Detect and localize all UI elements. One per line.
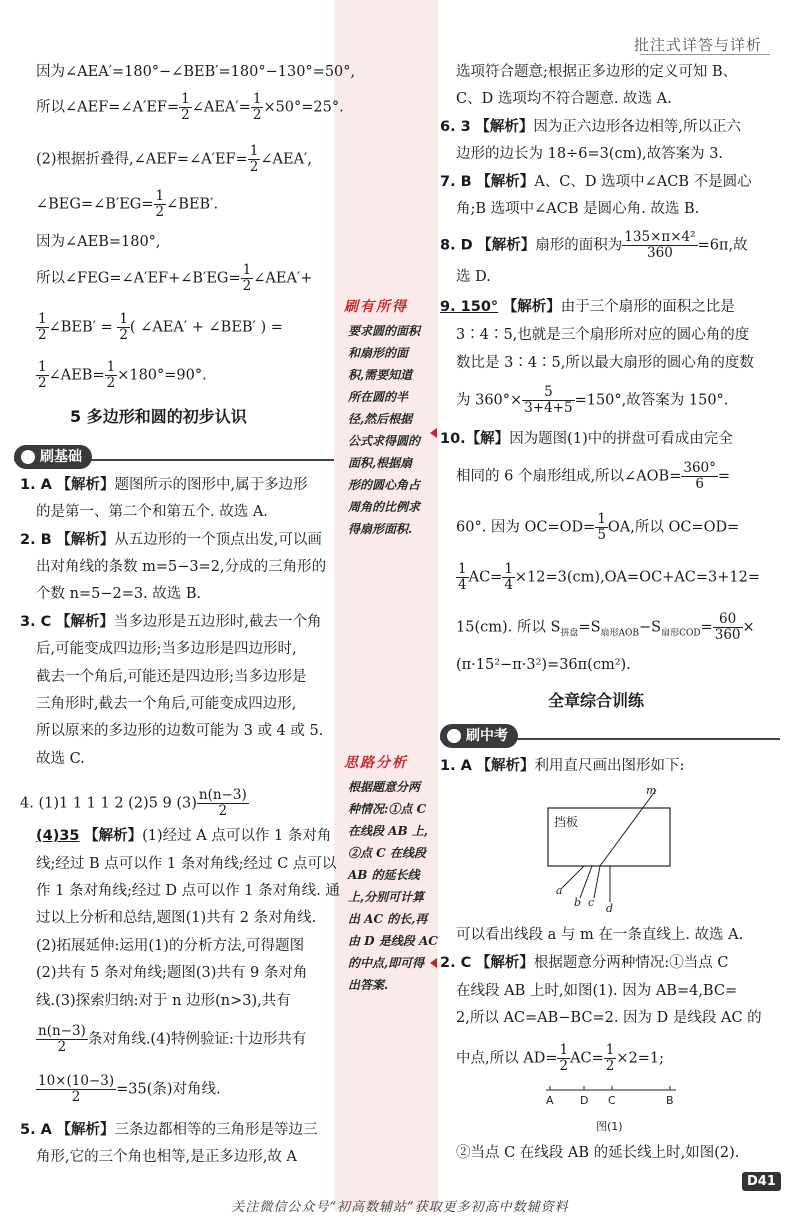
text-line: $\frac{1}{2}$ ∠AEB= $\frac{1}{2}$ ×180°=90°. <box>38 359 207 391</box>
text-line: (π·15²−π·3²)=36π(cm²). <box>456 657 631 673</box>
text-line: $\frac{1}{2}$ ∠BEB′ = $\frac{1}{2}$ ( ∠AEA′ + ∠BEB′ ) = <box>38 311 283 343</box>
answer-line: 5. A 【解析】三条边都相等的三角形是等边三 <box>20 1122 318 1138</box>
sidebar-strip <box>334 0 438 1210</box>
answer-line: 6. 3 【解析】因为正六边形各边相等,所以正六 <box>440 119 741 135</box>
label-C: C <box>608 1094 616 1107</box>
note-line: 出答案. <box>348 978 389 992</box>
text-line: 在线段 AB 上时,如图(1). 因为 AB=4,BC= <box>456 983 738 999</box>
header-rule <box>640 54 770 55</box>
note-line: 出 AC 的长,再 <box>348 912 428 926</box>
text-line: 线.(3)探索归纳:对于 n 边形(n>3),共有 <box>36 993 291 1009</box>
text-line: 可以看出线段 a 与 m 在一条直线上. 故选 A. <box>456 927 744 943</box>
text-line: (2)根据折叠得,∠AEF=∠A′EF= $\frac{1}{2}$ ∠AEA′, <box>36 143 312 175</box>
note-line: AB 的延长线 <box>348 868 420 882</box>
chapter-title: 全章综合训练 <box>548 691 645 710</box>
note-line: 和扇形的面 <box>348 346 409 360</box>
text-line: 所以∠AEF=∠A′EF= $\frac{1}{2}$ ∠AEA′= $\frac{1}{2}$ ×50°=25°. <box>36 91 344 123</box>
text-line: 作 1 条对角线;经过 D 点可以作 1 条对角线. 通 <box>36 883 340 899</box>
text-line: (4)35 【解析】(1)经过 A 点可以作 1 条对角 <box>36 828 332 844</box>
note-body <box>348 320 436 540</box>
text-line: 边形的边长为 18÷6=3(cm),故答案为 3. <box>456 146 724 162</box>
text-line: 3∶4∶5,也就是三个扇形所对应的圆心角的度 <box>456 327 750 343</box>
text-line: 角形,它的三个角也相等,是正多边形,故 A <box>36 1149 297 1165</box>
text-line: (2)拓展延伸:运用(1)的分析方法,可得题图 <box>36 938 305 954</box>
note-heading: 思路分析 <box>344 755 408 771</box>
text-line: 所以∠FEG=∠A′EF+∠B′EG= $\frac{1}{2}$ ∠AEA′+ <box>36 262 313 294</box>
text-line: 因为∠AEB=180°, <box>36 234 161 250</box>
board-figure <box>540 784 680 916</box>
note-line: 周角的比例求 <box>348 500 421 514</box>
answer-line: 8. D 【解析】扇形的面积为 $\frac{\text{135×π×4²}}{360}$ =6π,故 <box>440 229 748 261</box>
text-line: $\frac{10\times(10-3)}{2}$ =35(条)对角线. <box>38 1073 221 1105</box>
text-line: 因为∠AEA′=180°−∠BEB′=180°−130°=50°, <box>36 64 356 80</box>
text-line: 后,可能变成四边形;当多边形是四边形时, <box>36 641 297 657</box>
text-line: 中点,所以 AD= $\frac{1}{2}$ AC= $\frac{1}{2}$ ×2=1; <box>456 1042 665 1074</box>
label-c: c <box>588 896 595 909</box>
note-line: 积,需要知道 <box>348 368 413 382</box>
badge-basic: 刷基础 <box>14 445 92 469</box>
text-line: 15(cm). 所以 $S_{拼盘}=S_{扇形AOB}-S_{扇形COD}=$ $\frac{60}{360}$ × <box>456 611 755 643</box>
note-line: 上,分别可计算 <box>348 890 425 904</box>
text-line: 故选 C. <box>36 751 85 767</box>
text-line: 选 D. <box>456 269 491 285</box>
text-line: 数比是 3∶4∶5,所以最大扇形的圆心角的度数 <box>456 355 754 371</box>
label-D: D <box>580 1094 589 1107</box>
label-A: A <box>546 1094 554 1107</box>
note-line: 要求圆的面积 <box>348 324 421 338</box>
text-line: 相同的 6 个扇形组成,所以∠AOB= $\frac{360^\circ}{6}$ = <box>456 460 731 492</box>
note-line: ②点 C 在线段 <box>348 846 426 860</box>
note-line: 由 D 是线段 AC <box>348 934 438 948</box>
answer-line: 1. A 【解析】利用直尺画出图形如下: <box>440 758 685 774</box>
badge-exam: 刷中考 <box>440 724 518 748</box>
answer-line: 3. C 【解析】当多边形是五边形时,截去一个角 <box>20 614 322 630</box>
answer-line: 2. C 【解析】根据题意分两种情况:①当点 C <box>440 955 729 971</box>
note-line: 径,然后根据 <box>348 412 413 426</box>
text-line: 2,所以 AC=AB−BC=2. 因为 D 是线段 AC 的 <box>456 1010 762 1026</box>
text-line: 截去一个角后,可能还是四边形;当多边形是 <box>36 669 307 685</box>
label-m: m <box>646 784 657 797</box>
text-line: ②当点 C 在线段 AB 的延长线上时,如图(2). <box>456 1145 740 1161</box>
note-line: 得扇形面积. <box>348 522 413 536</box>
note-line: 面积,根据扇 <box>348 456 413 470</box>
answer-line: 10.【解】因为题图(1)中的拼盘可看成由完全 <box>440 431 733 447</box>
text-line: $\frac{1}{4}$ AC= $\frac{1}{4}$ ×12=3(cm),OA=OC+AC=3+12= <box>458 561 761 593</box>
note-body <box>348 776 436 996</box>
label-b: b <box>574 896 582 909</box>
header-title: 批注式详答与详析 <box>633 36 762 54</box>
segment-figure <box>540 1080 690 1136</box>
text-line: C、D 选项均不符合题意. 故选 A. <box>456 91 672 107</box>
answer-line: 2. B 【解析】从五边形的一个顶点出发,可以画 <box>20 532 322 548</box>
note-line: 根据题意分两 <box>348 780 421 794</box>
text-line: $\frac{n(n-3)}{2}$ 条对角线.(4)特例验证:十边形共有 <box>38 1023 307 1055</box>
text-line: 角;B 选项中∠ACB 是圆心角. 故选 B. <box>456 201 700 217</box>
text-line: 为 360°× $\frac{5}{3+4+5}$ =150°,故答案为 150°. <box>456 384 729 416</box>
text-line: 个数 n=5−2=3. 故选 B. <box>36 586 202 602</box>
answer-line: 9. 150° 【解析】由于三个扇形的面积之比是 <box>440 299 735 315</box>
label-B: B <box>666 1094 674 1107</box>
line-c <box>594 866 600 898</box>
line-m <box>600 790 656 866</box>
text-line: 的是第一、第二个和第五个. 故选 A. <box>36 504 268 520</box>
pointer-icon <box>430 428 437 438</box>
line-a <box>562 866 584 888</box>
section-title: 5 多边形和圆的初步认识 <box>70 407 247 426</box>
text-line: 选项符合题意;根据正多边形的定义可知 B、 <box>456 64 738 80</box>
text-line: ∠BEG=∠B′EG= $\frac{1}{2}$ ∠BEB′. <box>36 188 219 220</box>
text-line: 线;经过 B 点可以作 1 条对角线;经过 C 点可以 <box>36 856 337 872</box>
text-line: 60°. 因为 OC=OD= $\frac{1}{5}$ OA,所以 OC=OD= <box>456 511 740 543</box>
page-number: D41 <box>742 1172 781 1191</box>
pointer-icon <box>430 958 437 968</box>
text-line: 所以原来的多边形的边数可能为 3 或 4 或 5. <box>36 723 324 739</box>
note-line: 在线段 AB 上, <box>348 824 428 838</box>
text-line: (2)共有 5 条对角线;题图(3)共有 9 条对角 <box>36 965 308 981</box>
label-a: a <box>556 884 563 897</box>
brush-icon <box>21 450 35 464</box>
label-board: 挡板 <box>554 815 579 829</box>
text-line: 过以上分析和总结,题图(1)共有 2 条对角线. <box>36 910 317 926</box>
note-line: 公式求得圆的 <box>348 434 421 448</box>
note-line: 形的圆心角占 <box>348 478 421 492</box>
footer-note: 关注微信公众号“初高数辅站”获取更多初高中数辅资料 <box>231 1200 569 1215</box>
figure-caption: 图(1) <box>596 1120 623 1133</box>
answer-line: 1. A 【解析】题图所示的图形中,属于多边形 <box>20 477 308 493</box>
answer-line: 4. (1)1 1 1 1 2 (2)5 9 (3) $\frac{n(n-3)}{2}$ <box>20 787 247 819</box>
text-line: 三角形时,截去一个角后,可能变成四边形, <box>36 696 297 712</box>
note-line: 所在圆的半 <box>348 390 409 404</box>
brush-icon <box>447 729 461 743</box>
note-line: 的中点,即可得 <box>348 956 425 970</box>
label-d: d <box>606 902 614 915</box>
note-heading: 刷有所得 <box>344 299 408 315</box>
answer-line: 7. B 【解析】A、C、D 选项中∠ACB 不是圆心 <box>440 174 752 190</box>
text-line: 出对角线的条数 m=5−3=2,分成的三角形的 <box>36 559 327 575</box>
note-line: 种情况:①点 C <box>348 802 427 816</box>
line-b <box>580 866 592 898</box>
